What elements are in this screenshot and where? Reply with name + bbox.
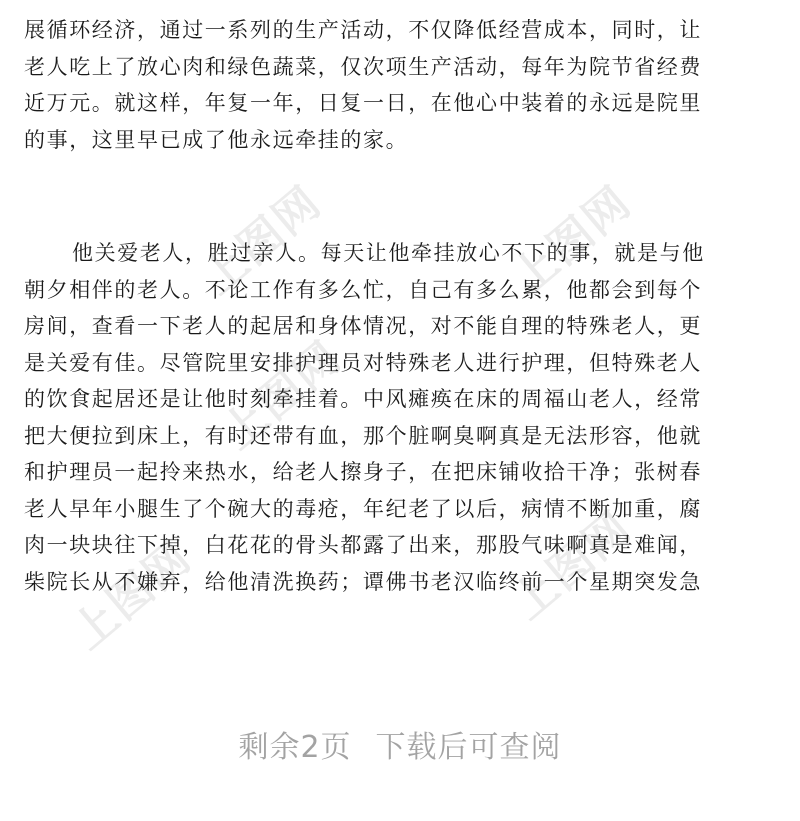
text-line: 他关爱老人，胜过亲人。每天让他牵挂放心不下的事，就是与他: [72, 241, 705, 265]
watermark: 上图网: [502, 501, 642, 630]
text-line: 老人早年小腿生了个碗大的毒疮，年纪老了以后，病情不断加重，腐: [24, 496, 702, 521]
text-line: 老人吃上了放心肉和绿色蔬菜，仅次项生产活动，每年为院节省经费: [24, 54, 702, 79]
download-to-view-link[interactable]: 下载后可查阅: [375, 730, 562, 765]
text-line: 和护理员一起拎来热水，给老人擦身子，在把床铺收拾干净；张树春: [24, 460, 702, 484]
text-line: 近万元。就这样，年复一年，日复一日，在他心中装着的永远是院里: [24, 91, 702, 115]
text-line: 展循环经济，通过一系列的生产活动，不仅降低经营成本，同时，让: [24, 18, 702, 42]
download-prompt[interactable]: [0, 722, 800, 766]
text-line: 的饮食起居还是让他时刻牵挂着。中风瘫痪在床的周福山老人，经常: [24, 387, 702, 411]
watermark: 上图网: [212, 331, 352, 460]
text-line: 是关爱有佳。尽管院里安排护理员对特殊老人进行护理，但特殊老人: [24, 350, 702, 375]
text-line: 柴院长从不嫌弃，给他清洗换药；谭佛书老汉临终前一个星期突发急: [24, 569, 702, 594]
text-line: 的事，这里早已成了他永远牵挂的家。: [24, 127, 409, 152]
watermark: 上图网: [62, 531, 202, 660]
text-line: 肉一块块往下掉，白花花的骨头都露了出来，那股气味啊真是难闻，: [24, 533, 702, 557]
watermark: 上图网: [502, 176, 642, 305]
text-line: 把大便拉到床上，有时还带有血，那个脏啊臭啊真是无法形容，他就: [24, 423, 702, 448]
text-line: 朝夕相伴的老人。不论工作有多么忙，自己有多么累，他都会到每个: [24, 277, 702, 302]
text-line: 房间，查看一下老人的起居和身体情况，对不能自理的特殊老人，更: [24, 314, 702, 338]
watermark: 上图网: [192, 176, 332, 305]
paragraph: [24, 235, 784, 600]
paragraph: [24, 12, 784, 158]
remaining-pages-label[interactable]: 剩余2页: [238, 730, 352, 765]
